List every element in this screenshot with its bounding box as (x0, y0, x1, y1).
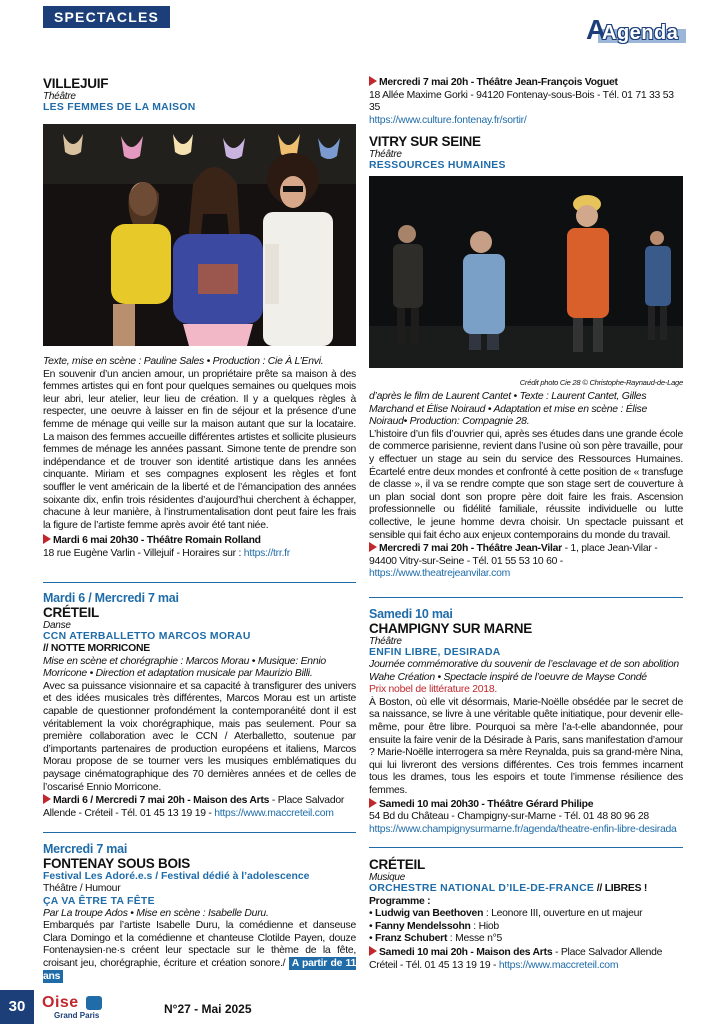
composer: Franz Schubert (375, 933, 448, 945)
vitry-text (369, 391, 683, 581)
address-champigny: 54 Bd du Château - Champigny-sur-Marne - Tél. 01 48 80 96 28 (369, 811, 649, 823)
divider (43, 832, 356, 833)
photo-stage-image (43, 124, 356, 346)
genre-vitry: Théâtre (369, 149, 402, 160)
link-creteil-dance[interactable]: https://www.maccreteil.com (214, 807, 334, 819)
city-creteil-music: CRÉTEIL (369, 857, 426, 872)
credits-creteil-dance: Mise en scène et chorégraphie : Marcos Morau • Musique: Ennio Morricone • Direction et adaptation musicale par Maurizio Billi. (43, 655, 326, 680)
date-line-creteil-music (369, 946, 683, 972)
link-champigny[interactable]: https://www.champignysurmarne.fr/agenda/theatre-enfin-libre-desirada (369, 823, 677, 835)
date-head-champigny: Samedi 10 mai (369, 607, 453, 621)
date-line-villejuif (43, 534, 356, 548)
genre-creteil-dance: Danse (43, 620, 71, 631)
description-creteil-dance: Avec sa puissance visionnaire et sa capacité à transfigurer des univers et des idées musicales très différentes, Marcos Morau est un artiste capable de questionner profondément la contemporanéité dont il est véritablement la voix chorégraphique, mais pas seulement. Pour sa première collaboration avec le CCN / Aterballetto, soutenue par d’importants partenaires de production européens et italiens, Marcos Morau propose de se tourner vers les musiques emblématiques du paysage cinématographique des 70 dernières années et de celles de l’oscarisé Ennio Morricone. (43, 680, 356, 793)
program-item: • Ludwig van Beethoven : Leonore III, ouverture en ut majeur (369, 908, 643, 920)
fontenay-continued (369, 76, 683, 127)
date-villejuif: Mardi 6 mai 20h30 - Théâtre Romain Rolland (53, 535, 261, 547)
credits-fontenay: Par La troupe Ados • Mise en scène : Isabelle Duru. (43, 907, 269, 919)
creteil-music-event (369, 857, 683, 972)
age-badge: A partir de 11 ans (43, 957, 356, 982)
fontenay-event (43, 842, 356, 983)
genre-creteil-music: Musique (369, 872, 406, 883)
credits-champigny: Journée commémorative du souvenir de l’esclavage et de son abolition Wahe Création • Spectacle inspiré de l’oeuvre de Mayse Condé (369, 659, 679, 683)
date-champigny: Samedi 10 mai 20h30 - Théâtre Gérard Philipe (379, 798, 594, 810)
magazine-logo (42, 994, 124, 1022)
city-fontenay: FONTENAY SOUS BOIS (43, 856, 191, 871)
link-fontenay[interactable]: https://www.culture.fontenay.fr/sortir/ (369, 114, 527, 126)
address-text-villejuif: 18 rue Eugène Varlin - Villejuif - Horaires sur : (43, 547, 244, 559)
svg-text:A: A (586, 14, 607, 45)
date-line-fontenay (369, 76, 683, 90)
show-title-creteil-music: ORCHESTRE NATIONAL D’ILE-DE-FRANCE (369, 883, 595, 894)
program-label: Programme : (369, 895, 431, 907)
page-number-box (0, 990, 34, 1024)
work: : Messe n°5 (447, 933, 503, 945)
address-villejuif (43, 548, 356, 561)
photo-stage-image (369, 176, 683, 368)
section-label-text: SPECTACLES (53, 9, 160, 25)
magazine-logo-badge-icon (86, 996, 102, 1010)
vitry-event (369, 134, 683, 172)
description-villejuif: En souvenir d’un ancien amour, un propriétaire prête sa maison à des femmes artistes qui en font pour quelques semaines ou quelques mois leur abri, leur atelier, leur lieu de création. Il y a quelques règles à respecter, une oeuvre à laisser en fin de séjour et la présence d’une femme de ménage qui veille sur la maison autant que sur la locataire. La maison des femmes accueille différentes artistes et sollicite plusieurs femmes de ménage les années passant. Simone tente de prendre son indépendance et de trouver son identité artistique dans les années cinquante. Miriam et ses compagnes explosent les règles et font souffler le vent américain de la liberté et de l’émancipation des années soixante dix, enfin trois résidentes d’aujourd’hui cherchent à échapper, chacune à leur manière, à l’instrumentalisation dont peut faire les frais la figure de l’artiste femme après avoir été tant niée. (43, 368, 356, 531)
date-vitry: Mercredi 7 mai 20h - Théâtre Jean-Vilar (379, 543, 562, 555)
red-arrow-icon (43, 534, 51, 544)
agenda-logo-text: Agenda (602, 22, 679, 44)
show-title-villejuif: LES FEMMES DE LA MAISON (43, 102, 196, 113)
description-vitry: L’histoire d’un fils d’ouvrier qui, après ses études dans une grande école de commerce parisienne, revient dans l’usine où son père travaille, pour y effectuer un stage au sein du service des Ressources Humaines. Écartelé entre deux mondes et confronté à cette position de « transfuge de classe », il va se rendre compte que son stage sert de couverture à un plan social dont son propre père doit faire les frais. Ascension professionnelle ou fidélité familiale, réussite individuelle ou lutte collective, le jeune homme devra choisir. Un spectacle puissant et sensible qui fait écho aux enjeux contemporains du monde du travail. (369, 428, 683, 541)
genre-champigny: Théâtre (369, 636, 402, 647)
description-fontenay: Embarqués par l’artiste Isabelle Duru, la comédienne et danseuse Clara Domingo et la comédienne et chanteuse Clotilde Payen, douze Fontenaysien·ne·s créent leur spectacle sur le thème de la fête, croisant jeu, chorégraphie, écriture et création sonore./ A partir de 11 ans (43, 920, 356, 982)
city-creteil-dance: CRÉTEIL (43, 605, 100, 620)
date-creteil-dance: Mardi 6 / Mercredi 7 mai 20h - Maison des Arts (53, 795, 270, 807)
city-champigny: CHAMPIGNY SUR MARNE (369, 621, 533, 636)
date-fontenay: Mercredi 7 mai 20h - Théâtre Jean-François Voguet (379, 77, 618, 88)
date-head-fontenay: Mercredi 7 mai (43, 842, 128, 856)
divider (369, 847, 683, 848)
villejuif-event (43, 76, 356, 114)
magazine-logo-sub: Grand Paris (54, 1011, 100, 1020)
address-creteil-dance: - Place Salvador Allende - Créteil - Tél. 01 45 13 19 19 - (43, 795, 345, 819)
red-arrow-icon (369, 76, 377, 86)
composer: Fanny Mendelssohn (375, 920, 471, 932)
address-fontenay: 18 Allée Maxime Gorki - 94120 Fontenay-sous-Bois - Tél. 01 71 33 53 35 (369, 89, 674, 114)
divider (43, 582, 356, 583)
divider (369, 597, 683, 598)
description-text-fontenay: Embarqués par l’artiste Isabelle Duru, la comédienne et danseuse Clara Domingo et la comédienne et chanteuse Clotilde Payen, douze Fontenaysien·ne·s créent leur spectacle sur le thème de la fête, croisant jeu, chorégraphie, écriture et création sonore. (43, 920, 356, 969)
work: : Hiob (470, 920, 499, 932)
date-line-creteil-dance (43, 794, 356, 820)
city-villejuif: VILLEJUIF (43, 76, 109, 91)
city-vitry: VITRY SUR SEINE (369, 134, 481, 149)
genre-fontenay: Théâtre / Humour (43, 883, 121, 894)
section-label (43, 6, 170, 28)
date-head-creteil-dance: Mardi 6 / Mercredi 7 mai (43, 591, 179, 605)
red-arrow-icon (369, 542, 377, 552)
work: : Leonore III, ouverture en ut majeur (483, 908, 643, 920)
photo-les-femmes-de-la-maison (43, 124, 356, 346)
program-item: • Franz Schubert : Messe n°5 (369, 933, 503, 945)
agenda-logo (584, 12, 688, 46)
creteil-dance-event (43, 591, 356, 820)
description-champigny: À Boston, où elle vit désormais, Marie-Noëlle obsédée par le secret de sa naissance, se livre à une véritable quête initiatique, pour devenir elle-même, pour être libre. Pourquoi sa mère l’a-t-elle abandonnée, pour ensuite la faire venir de la Désirade à Paris, sans manifestation d’amour ? Marie-Noëlle interrogera sa mère Reynalda, puis sa grand-mère Nina, qui lui livreront des versions différentes. Ces trois femmes incarnent tous les drames, tous les espoirs et toute l’immense résilience des femmes. (369, 696, 683, 796)
red-arrow-icon (43, 794, 51, 804)
show-title-creteil-music-line (369, 883, 683, 896)
link-vitry[interactable]: https://www.theatrejeanvilar.com (369, 568, 510, 580)
photo-ressources-humaines (369, 176, 683, 368)
page-number: 30 (8, 998, 26, 1015)
photo-credit-vitry: Crédit photo Cie 28 © Christophe-Raynaud-de-Lage (519, 378, 683, 387)
show-subtitle-creteil-dance: // NOTTE MORRICONE (43, 643, 150, 654)
festival-fontenay: Festival Les Adoré.e.s / Festival dédié à l’adolescence (43, 871, 310, 882)
magazine-logo-text: Oise (42, 994, 79, 1011)
show-title-fontenay: ÇA VA ÊTRE TA FÊTE (43, 895, 155, 907)
link-villejuif[interactable]: https://trr.fr (243, 547, 290, 559)
date-creteil-music: Samedi 10 mai 20h - Maison des Arts (379, 946, 553, 958)
credits-vitry: d’après le film de Laurent Cantet • Texte : Laurent Cantet, Gilles Marchand et Élise Noiraud • Adaptation et mise en scène : Élise Noiraud• Production: Compagnie 28. (369, 391, 648, 428)
show-title-creteil-dance: CCN ATERBALLETTO MARCOS MORAU (43, 631, 251, 642)
issue-number: N°27 - Mai 2025 (164, 1002, 252, 1016)
show-title-vitry: RESSOURCES HUMAINES (369, 160, 506, 171)
program-item: • Fanny Mendelssohn : Hiob (369, 920, 499, 932)
red-arrow-icon (369, 946, 377, 956)
composer: Ludwig van Beethoven (375, 908, 484, 920)
date-line-vitry (369, 542, 683, 581)
prize-champigny: Prix nobel de littérature 2018. (369, 684, 497, 696)
date-line-champigny (369, 798, 683, 812)
address-creteil-music: - Place Salvador Allende Créteil - Tél. 01 45 13 19 19 - (369, 946, 663, 971)
link-creteil-music[interactable]: https://www.maccreteil.com (498, 959, 619, 971)
show-title-champigny: ENFIN LIBRE, DESIRADA (369, 647, 501, 658)
villejuif-text (43, 356, 356, 561)
show-subtitle-creteil-music: // LIBRES ! (594, 883, 648, 894)
champigny-event (369, 607, 683, 836)
credits-villejuif: Texte, mise en scène : Pauline Sales • Production : Cie À L’Envi. (43, 356, 324, 367)
genre-villejuif: Théâtre (43, 91, 76, 102)
red-arrow-icon (369, 798, 377, 808)
address-vitry: - 1, place Jean-Vilar - 94400 Vitry-sur-Seine - Tél. 01 55 53 10 60 - (369, 543, 658, 567)
